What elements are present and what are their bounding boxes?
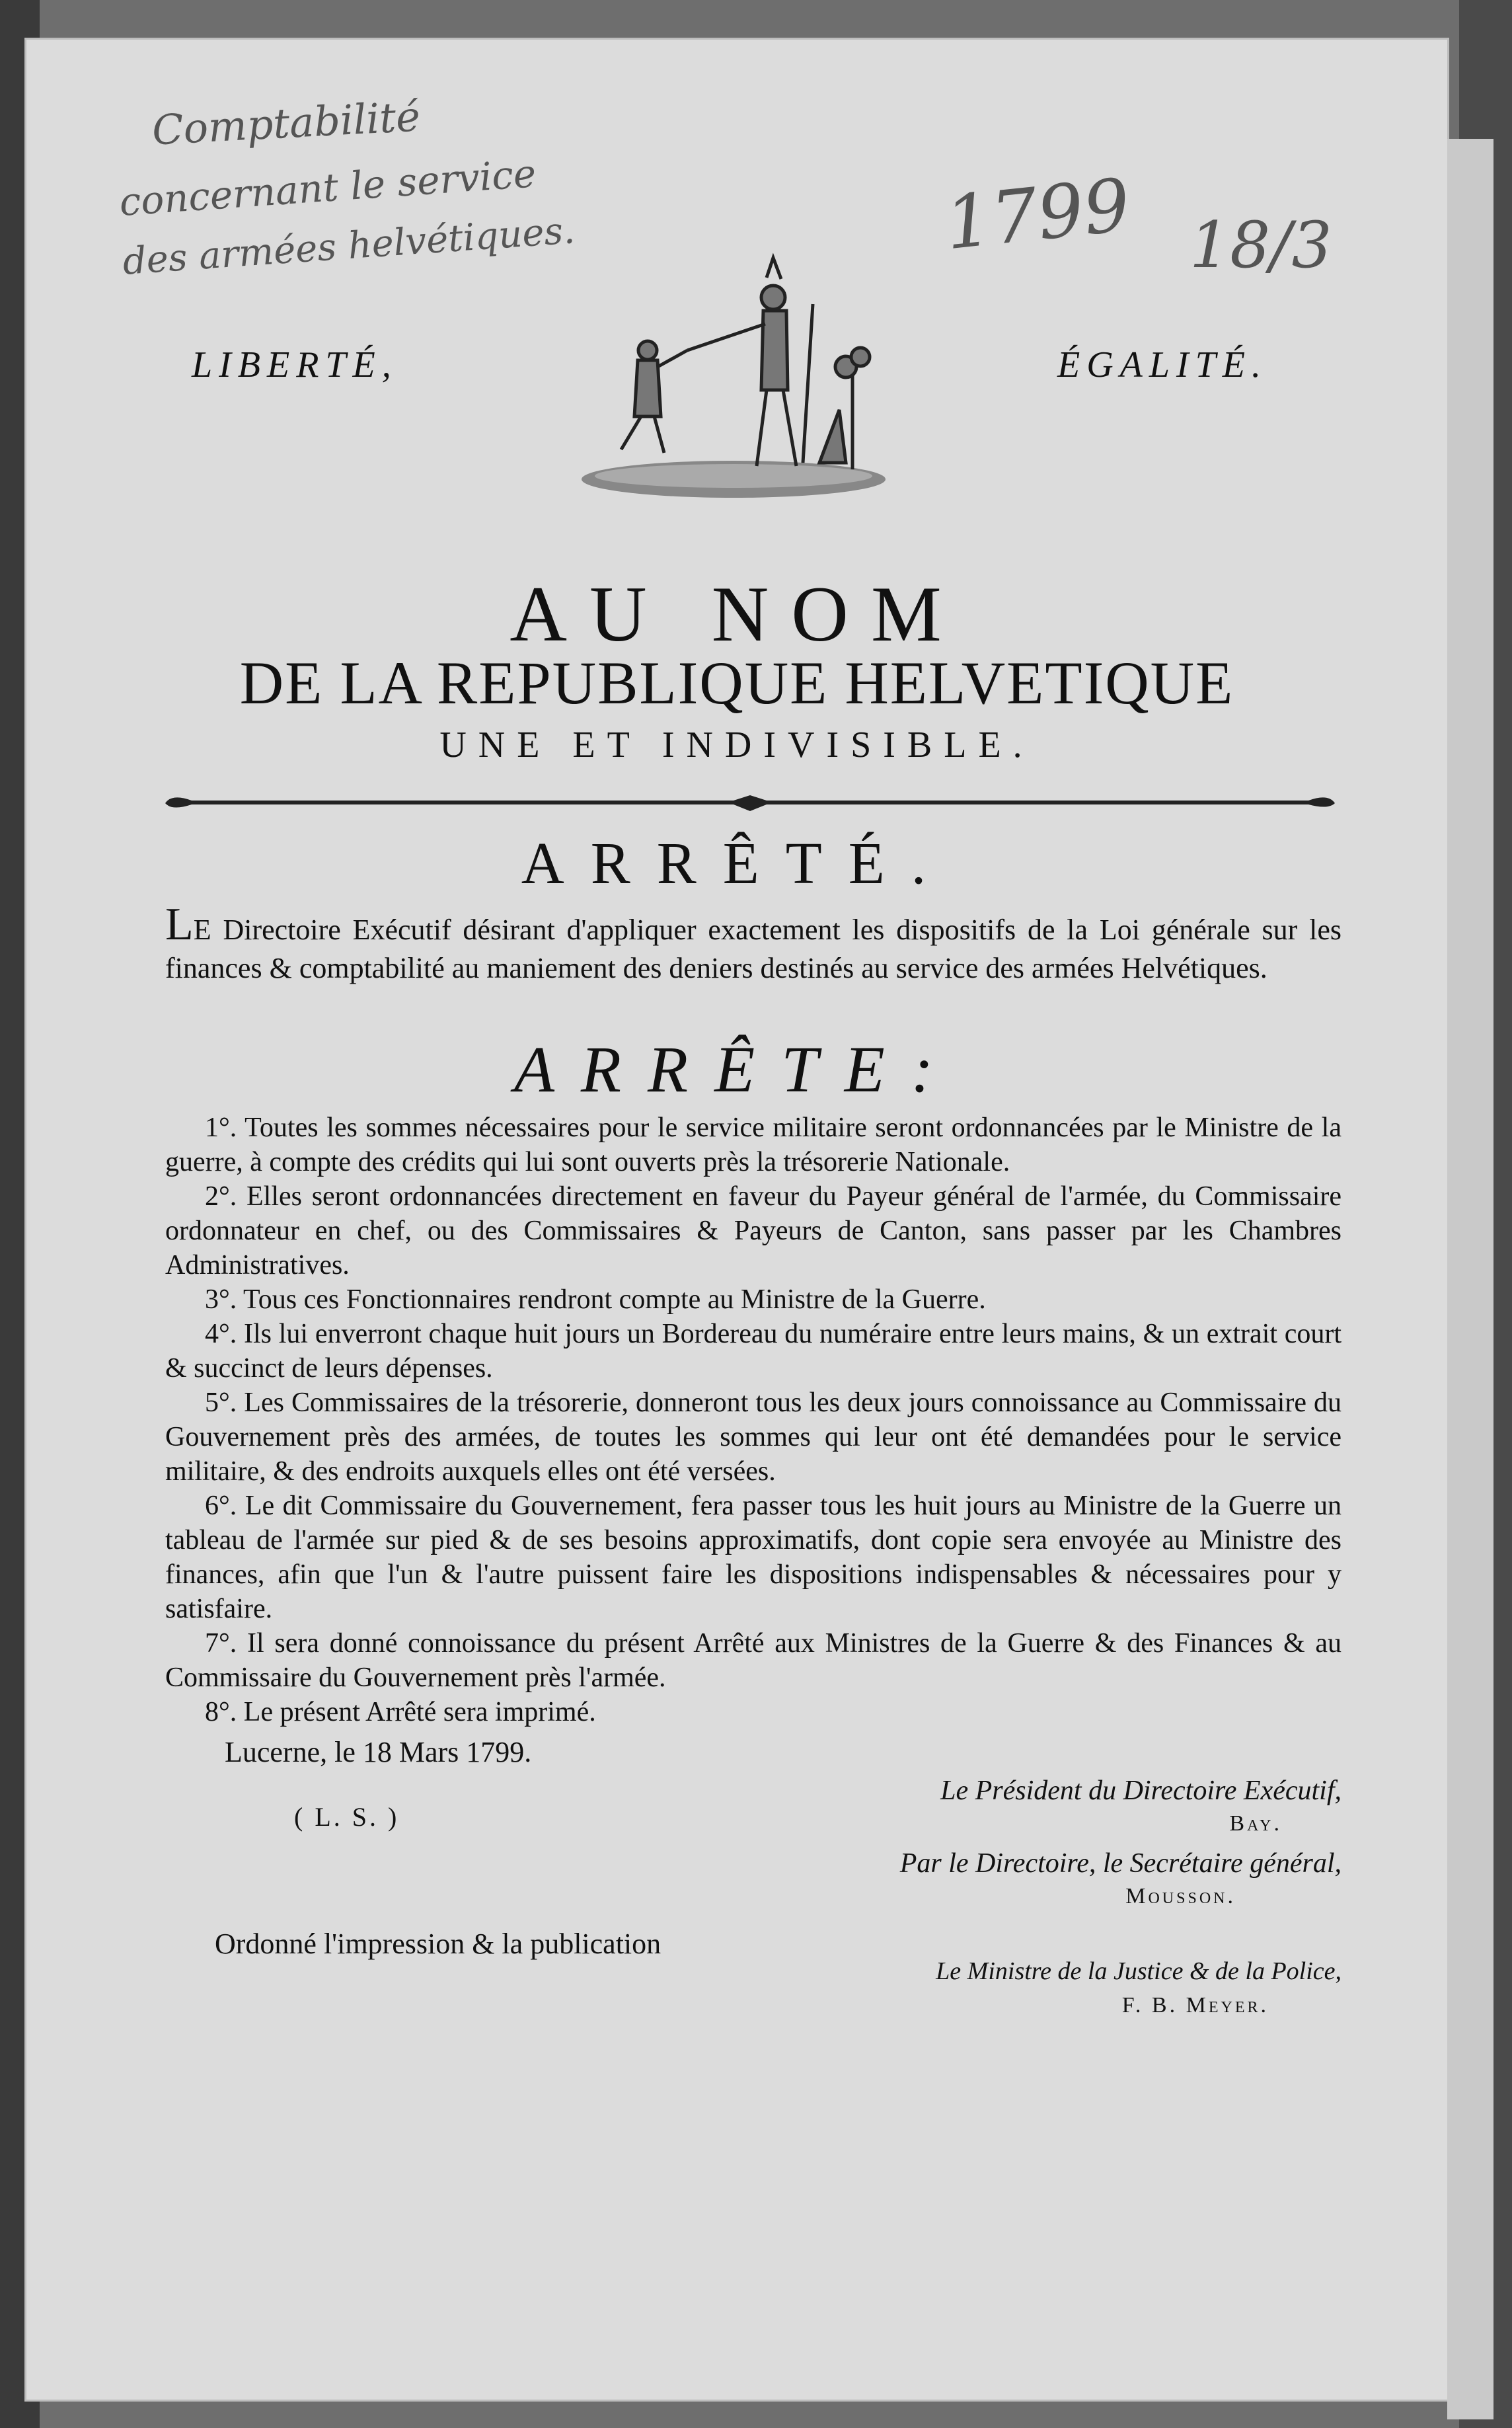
intro-paragraph — [165, 899, 1342, 988]
heading-republique: DE LA REPUBLIQUE HELVETIQUE — [239, 649, 1234, 717]
handwritten-reference: 18/3 — [1190, 208, 1332, 282]
handwritten-note-line1: Comptabilité — [151, 92, 422, 155]
article-4: 4°. Ils lui enverront chaque huit jours un Bordereau du numéraire entre leurs mains, & un extrait court & succinct de leurs dépenses. — [165, 1319, 1342, 1384]
arrete-verb: ARRÊTE: — [513, 1033, 960, 1106]
article-7: 7°. Il sera donné connoissance du présent Arrêté aux Ministres de la Guerre & des Finances & au Commissaire du Gouvernement près l'armée. — [165, 1628, 1342, 1693]
handwritten-year: 1799 — [941, 162, 1134, 266]
secretary-name: Mousson. — [1125, 1884, 1236, 1908]
ornamental-rule — [165, 790, 1335, 816]
publication-order: Ordonné l'impression & la publication — [215, 1928, 662, 1960]
handwritten-note-line2: concernant le service — [118, 151, 538, 225]
article-6: 6°. Le dit Commissaire du Gouvernement, fera passer tous les huit jours au Ministre de la Guerre un tableau de l'armée sur pied & de ses besoins approximatifs, dont copie sera envoyée au Ministre des finances, afin que l'un & l'autre puissent faire les dispositions indispensables & nécessaires pour y satisfaire. — [165, 1491, 1342, 1624]
motto-egalite: ÉGALITÉ. — [1057, 344, 1267, 385]
secretary-title: Par le Directoire, le Secrétaire général, — [899, 1848, 1342, 1879]
allegorical-vignette-icon — [575, 251, 892, 516]
arrete-title: ARRÊTÉ. — [521, 831, 953, 896]
articles-list — [165, 1111, 1342, 1729]
intro-text: E Directoire Exécutif désirant d'appliquer exactement les dispositifs de la Loi générale sur les finances & comptabilité au maniement des deniers destinés au service des armées Helvétiques. — [165, 914, 1342, 984]
minister-name: F. B. Meyer. — [1121, 1993, 1269, 2017]
intro-dropcap: L — [165, 899, 194, 950]
president-name: Bay. — [1229, 1811, 1282, 1836]
handwritten-note-line3: des armées helvétiques. — [121, 209, 576, 284]
article-5: 5°. Les Commissaires de la trésorerie, donneront tous les deux jours connoissance au Commissaire du Gouvernement près des armées, de toutes les sommes qui leur ont été demandées pour le service militaire, & des endroits auxquels elles ont été versées. — [165, 1388, 1342, 1487]
back-sheet — [1447, 139, 1493, 2419]
article-2: 2°. Elles seront ordonnancées directement en faveur du Payeur général de l'armée, du Commissaire ordonnateur en chef, ou des Commissaires & Payeurs de Canton, sans passer par les Chambres Administratives. — [165, 1181, 1342, 1280]
document-page — [26, 40, 1447, 2400]
heading-au-nom: AU NOM — [510, 570, 964, 658]
president-title: Le Président du Directoire Exécutif, — [940, 1776, 1342, 1806]
article-3: 3°. Tous ces Fonctionnaires rendront compte au Ministre de la Guerre. — [205, 1284, 986, 1315]
heading-une-indivisible: UNE ET INDIVISIBLE. — [439, 724, 1034, 765]
article-1: 1°. Toutes les sommes nécessaires pour le service militaire seront ordonnancées par le Ministre de la guerre, à compte des crédits qui lui sont ouverts près la trésorerie Nationale. — [165, 1113, 1342, 1177]
minister-title: Le Ministre de la Justice & de la Police, — [936, 1957, 1342, 1985]
motto-liberte: LIBERTÉ, — [192, 344, 398, 385]
article-8: 8°. Le présent Arrêté sera imprimé. — [205, 1697, 596, 1727]
seal-mark: ( L. S. ) — [294, 1802, 400, 1832]
place-date: Lucerne, le 18 Mars 1799. — [225, 1736, 532, 1768]
